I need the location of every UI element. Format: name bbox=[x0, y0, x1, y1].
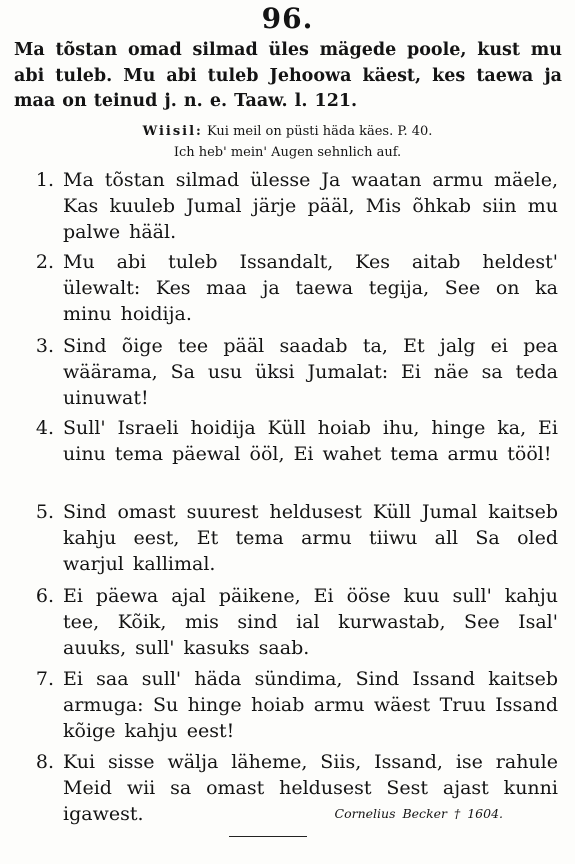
melody-line-2: Ich heb' mein' Augen sehnlich auf. bbox=[173, 145, 402, 160]
verse-text: Sind õige tee pääl saadab ta, Et jalg ei pea wäärama, Sa usu üksi Jumalat: Ei näe sa teda uinuwat! bbox=[63, 335, 558, 409]
verse-number: 7. bbox=[35, 668, 54, 690]
verse-number: 3. bbox=[35, 335, 54, 357]
author-credit: Cornelius Becker † 1604. bbox=[334, 806, 503, 821]
melody-title: Kui meil on püsti häda käes. P. 40. bbox=[206, 124, 433, 139]
motto-scripture-ref: Taaw. l. 121. bbox=[234, 91, 358, 111]
verse-number: 4. bbox=[35, 417, 54, 439]
melody-line-1 bbox=[0, 121, 575, 142]
verse-text: Ei saa sull' häda sündima, Sind Issand kaitseb armuga: Su hinge hoiab armu wäest Truu Issand kõige kahju eest! bbox=[63, 668, 558, 742]
closing-rule bbox=[229, 836, 307, 837]
hymn-motto bbox=[14, 38, 562, 115]
verse-text: Ma tõstan silmad ülesse Ja waatan armu mäele, Kas kuuleb Jumal järje pääl, Mis õhkab siin mu palwe hääl. bbox=[63, 169, 558, 243]
verse-number: 2. bbox=[35, 251, 54, 273]
melody-note bbox=[0, 121, 575, 163]
verse-number: 6. bbox=[35, 585, 54, 607]
verse-text: Sull' Israeli hoidija Küll hoiab ihu, hinge ka, Ei uinu tema päewal ööl, Ei wahet tema armu tööl! bbox=[63, 417, 558, 465]
verse-number: 1. bbox=[35, 169, 54, 191]
verse-number: 5. bbox=[35, 501, 54, 523]
verse-text: Ei päewa ajal päikene, Ei ööse kuu sull' kahju tee, Kõik, mis sind ial kurwastab, See Isal' auuks, sull' kasuks saab. bbox=[63, 585, 558, 659]
motto-text: Ma tõstan omad silmad üles mägede poole, kust mu abi tuleb. Mu abi tuleb Jehoowa käest, kes taewa ja maa on teinud j. n. e. bbox=[14, 40, 562, 111]
verse-text: Sind omast suurest heldusest Küll Jumal kaitseb kahju eest, Et tema armu tiiwu all Sa oled warjul kallimal. bbox=[63, 501, 558, 575]
melody-label: Wiisil: bbox=[142, 124, 203, 139]
verse-text bbox=[63, 749, 558, 827]
verse-text-body: Kui sisse wälja läheme, Siis, Issand, ise rahule Meid wii sa omast heldusest Sest ajast kunni igawest. bbox=[63, 751, 558, 825]
hymn-number: 96. bbox=[261, 2, 314, 35]
verse-number: 8. bbox=[35, 751, 54, 773]
verse-text: Mu abi tuleb Issandalt, Kes aitab heldest' ülewalt: Kes maa ja taewa tegija, See on ka minu hoidija. bbox=[63, 251, 558, 325]
